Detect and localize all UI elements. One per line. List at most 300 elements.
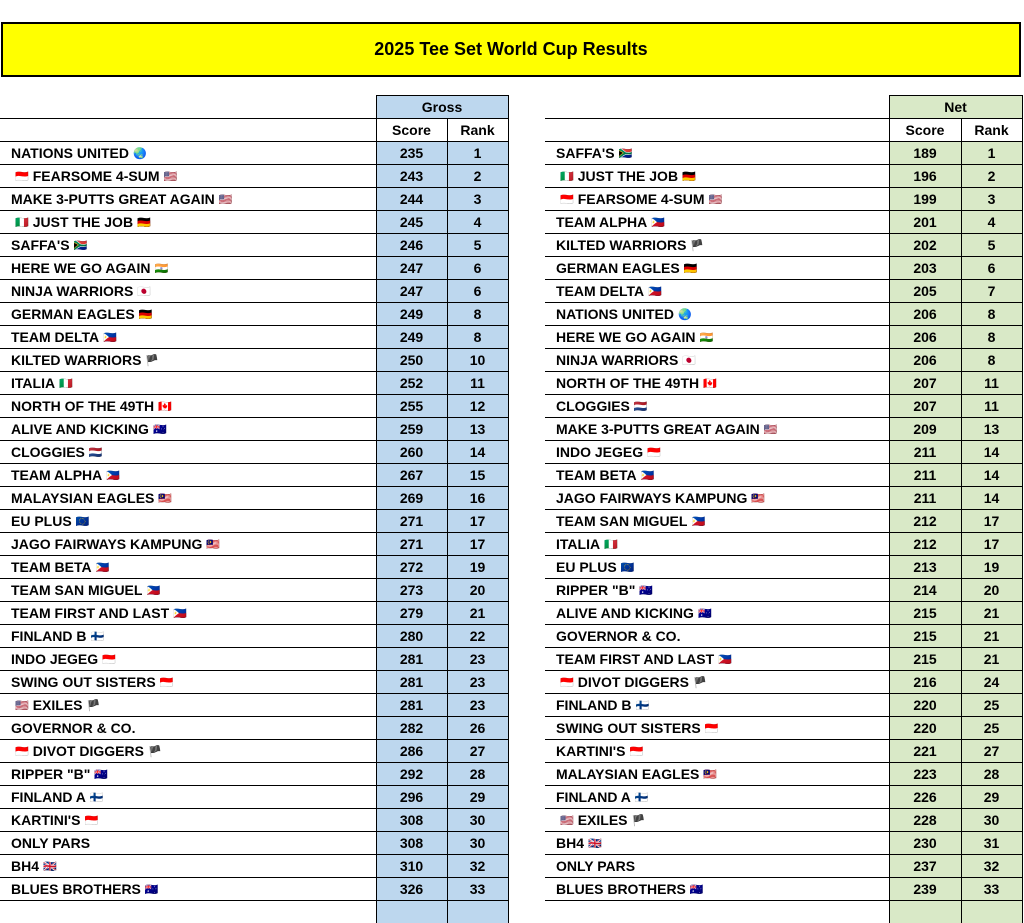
score-cell: 212 (889, 510, 961, 533)
table-row (0, 602, 508, 625)
score-cell: 205 (889, 280, 961, 303)
rank-cell: 31 (961, 832, 1022, 855)
team-name: TEAM ALPHA (556, 214, 647, 230)
table-row (545, 740, 1022, 763)
team-cell (0, 441, 376, 464)
flag-icon: 🌏 (678, 305, 692, 325)
table-row (0, 786, 508, 809)
score-cell: 247 (376, 257, 447, 280)
rank-cell: 13 (447, 418, 508, 441)
rank-cell: 20 (447, 579, 508, 602)
table-row (545, 832, 1022, 855)
team-cell (545, 165, 889, 188)
rank-cell: 29 (961, 786, 1022, 809)
table-row (545, 694, 1022, 717)
table-row (0, 234, 508, 257)
flag-icon: 🇵🇭 (648, 282, 662, 302)
blank-cell (961, 901, 1022, 923)
team-name: NORTH OF THE 49TH (11, 398, 154, 414)
team-name: ALIVE AND KICKING (556, 605, 694, 621)
table-row (545, 786, 1022, 809)
flag-icon: 🇮🇩 (15, 167, 29, 187)
team-cell (545, 234, 889, 257)
rank-cell: 20 (961, 579, 1022, 602)
flag-icon: 🏴 (693, 673, 707, 693)
table-row (545, 487, 1022, 510)
team-name: KILTED WARRIORS (11, 352, 141, 368)
net-results-table (545, 95, 1023, 923)
table-row (0, 510, 508, 533)
score-cell: 286 (376, 740, 447, 763)
team-cell (0, 740, 376, 763)
score-cell: 281 (376, 671, 447, 694)
flag-icon: 🇮🇩 (15, 742, 29, 762)
table-row (0, 188, 508, 211)
score-cell: 212 (889, 533, 961, 556)
score-cell: 292 (376, 763, 447, 786)
table-row (545, 395, 1022, 418)
table-row (545, 809, 1022, 832)
team-cell (545, 303, 889, 326)
team-name: GERMAN EAGLES (11, 306, 135, 322)
rank-cell: 25 (961, 694, 1022, 717)
team-name: KILTED WARRIORS (556, 237, 686, 253)
team-name: EU PLUS (556, 559, 617, 575)
table-row (545, 625, 1022, 648)
rank-cell: 23 (447, 648, 508, 671)
score-cell: 211 (889, 464, 961, 487)
flag-icon: 🇫🇮 (635, 696, 649, 716)
flag-icon: 🇦🇺 (639, 581, 653, 601)
flag-icon: 🇺🇸 (219, 190, 233, 210)
team-name: KARTINI'S (11, 812, 80, 828)
flag-icon: 🇵🇭 (718, 650, 732, 670)
rank-cell: 7 (961, 280, 1022, 303)
team-name: NINJA WARRIORS (556, 352, 678, 368)
table-row (0, 441, 508, 464)
score-cell: 214 (889, 579, 961, 602)
team-cell (0, 809, 376, 832)
team-cell (545, 533, 889, 556)
table-row (545, 211, 1022, 234)
score-cell: 326 (376, 878, 447, 901)
rank-cell: 11 (447, 372, 508, 395)
flag-icon: 🇫🇮 (635, 788, 649, 808)
table-row (545, 855, 1022, 878)
gross-score-header: Score (376, 119, 447, 142)
table-row (545, 165, 1022, 188)
score-cell: 189 (889, 142, 961, 165)
flag-icon: 🌏 (133, 144, 147, 164)
team-name: INDO JEGEG (11, 651, 98, 667)
team-name: HERE WE GO AGAIN (11, 260, 151, 276)
table-row (0, 648, 508, 671)
table-row (545, 418, 1022, 441)
gross-header: Gross (376, 96, 508, 119)
flag-icon: 🏴 (690, 236, 704, 256)
team-cell (0, 579, 376, 602)
team-cell (545, 579, 889, 602)
flag-icon: 🇬🇧 (43, 857, 57, 877)
team-cell (545, 763, 889, 786)
flag-icon: 🇵🇭 (651, 213, 665, 233)
table-row (0, 740, 508, 763)
net-score-header: Score (889, 119, 961, 142)
team-cell (0, 671, 376, 694)
results-title-banner (1, 22, 1021, 77)
rank-cell: 28 (447, 763, 508, 786)
rank-cell: 6 (447, 257, 508, 280)
score-cell: 271 (376, 510, 447, 533)
rank-cell: 6 (961, 257, 1022, 280)
team-cell (0, 142, 376, 165)
rank-cell: 19 (447, 556, 508, 579)
score-cell: 201 (889, 211, 961, 234)
flag-icon: 🏴 (145, 351, 159, 371)
score-cell: 273 (376, 579, 447, 602)
team-name: JUST THE JOB (33, 214, 133, 230)
rank-cell: 30 (447, 832, 508, 855)
flag-icon: 🇬🇧 (588, 834, 602, 854)
rank-cell: 29 (447, 786, 508, 809)
flag-icon: 🇦🇺 (153, 420, 167, 440)
table-row (0, 832, 508, 855)
score-cell: 281 (376, 694, 447, 717)
table-row (545, 717, 1022, 740)
net-header-row (545, 96, 1022, 119)
table-row (0, 878, 508, 901)
team-name: FINLAND A (11, 789, 86, 805)
team-name: FINLAND B (556, 697, 631, 713)
team-cell (0, 418, 376, 441)
score-cell: 221 (889, 740, 961, 763)
page-title: 2025 Tee Set World Cup Results (374, 39, 647, 60)
flag-icon: 🇲🇾 (751, 489, 765, 509)
team-name: NORTH OF THE 49TH (556, 375, 699, 391)
team-name: INDO JEGEG (556, 444, 643, 460)
rank-cell: 8 (447, 326, 508, 349)
table-row (0, 372, 508, 395)
team-name: ONLY PARS (556, 858, 635, 874)
gross-header-row (0, 96, 508, 119)
team-name: BLUES BROTHERS (11, 881, 141, 897)
team-name: MAKE 3-PUTTS GREAT AGAIN (556, 421, 760, 437)
rank-cell: 26 (447, 717, 508, 740)
team-name: NATIONS UNITED (11, 145, 129, 161)
team-cell (545, 211, 889, 234)
team-name: FEARSOME 4-SUM (33, 168, 160, 184)
rank-cell: 28 (961, 763, 1022, 786)
score-cell: 259 (376, 418, 447, 441)
team-name: NINJA WARRIORS (11, 283, 133, 299)
team-cell (0, 487, 376, 510)
net-rank-header: Rank (961, 119, 1022, 142)
score-cell: 310 (376, 855, 447, 878)
flag-icon: 🇵🇭 (96, 558, 110, 578)
flag-icon: 🇳🇱 (89, 443, 103, 463)
flag-icon: 🇲🇾 (703, 765, 717, 785)
flag-icon: 🇮🇹 (560, 167, 574, 187)
score-cell: 199 (889, 188, 961, 211)
rank-cell: 4 (447, 211, 508, 234)
flag-icon: 🇳🇱 (634, 397, 648, 417)
flag-icon: 🇩🇪 (139, 305, 153, 325)
team-cell (545, 280, 889, 303)
flag-icon: 🇮🇹 (15, 213, 29, 233)
table-row (545, 142, 1022, 165)
flag-icon: 🇲🇾 (206, 535, 220, 555)
rank-cell: 32 (961, 855, 1022, 878)
flag-icon: 🇵🇭 (106, 466, 120, 486)
rank-cell: 22 (447, 625, 508, 648)
flag-icon: 🇪🇺 (621, 558, 635, 578)
table-row (545, 257, 1022, 280)
team-name: BH4 (556, 835, 584, 851)
rank-cell: 5 (961, 234, 1022, 257)
team-name: MALAYSIAN EAGLES (11, 490, 154, 506)
team-cell (0, 786, 376, 809)
team-name: FINLAND B (11, 628, 86, 644)
team-cell (0, 234, 376, 257)
team-name: GOVERNOR & CO. (11, 720, 135, 736)
flag-icon: 🇩🇪 (682, 167, 696, 187)
team-name: GERMAN EAGLES (556, 260, 680, 276)
flag-icon: 🇮🇩 (84, 811, 98, 831)
rank-cell: 6 (447, 280, 508, 303)
table-row (545, 372, 1022, 395)
team-name: TEAM SAN MIGUEL (11, 582, 142, 598)
team-cell (0, 211, 376, 234)
score-cell: 282 (376, 717, 447, 740)
rank-cell: 33 (961, 878, 1022, 901)
score-cell: 267 (376, 464, 447, 487)
gross-results-table (0, 95, 509, 923)
team-name: GOVERNOR & CO. (556, 628, 680, 644)
table-row (0, 556, 508, 579)
blank-cell (0, 901, 376, 923)
flag-icon: 🇨🇦 (703, 374, 717, 394)
score-cell: 296 (376, 786, 447, 809)
rank-cell: 17 (961, 510, 1022, 533)
flag-icon: 🏴 (148, 742, 162, 762)
flag-icon: 🇮🇩 (629, 742, 643, 762)
team-cell (0, 533, 376, 556)
flag-icon: 🇦🇺 (145, 880, 159, 900)
team-name: SAFFA'S (11, 237, 70, 253)
team-name: RIPPER "B" (11, 766, 90, 782)
team-cell (0, 763, 376, 786)
team-name: TEAM ALPHA (11, 467, 102, 483)
score-cell: 280 (376, 625, 447, 648)
team-cell (545, 717, 889, 740)
score-cell: 223 (889, 763, 961, 786)
rank-cell: 27 (961, 740, 1022, 763)
score-cell: 250 (376, 349, 447, 372)
table-row (545, 303, 1022, 326)
table-row (545, 763, 1022, 786)
team-cell (0, 625, 376, 648)
flag-icon: 🇿🇦 (74, 236, 88, 256)
blank-cell (447, 901, 508, 923)
team-name: ITALIA (556, 536, 600, 552)
score-cell: 247 (376, 280, 447, 303)
table-row (0, 303, 508, 326)
score-cell: 213 (889, 556, 961, 579)
table-row (0, 165, 508, 188)
rank-cell: 5 (447, 234, 508, 257)
flag-icon: 🇵🇭 (173, 604, 187, 624)
team-cell (0, 602, 376, 625)
flag-icon: 🇮🇩 (160, 673, 174, 693)
score-cell: 252 (376, 372, 447, 395)
flag-icon: 🇵🇭 (103, 328, 117, 348)
team-name: KARTINI'S (556, 743, 625, 759)
team-cell (0, 303, 376, 326)
rank-cell: 33 (447, 878, 508, 901)
net-header: Net (889, 96, 1022, 119)
score-cell: 235 (376, 142, 447, 165)
blank-cell (376, 901, 447, 923)
team-name: DIVOT DIGGERS (33, 743, 144, 759)
blank-cell (545, 901, 889, 923)
flag-icon: 🇵🇭 (641, 466, 655, 486)
table-row (0, 464, 508, 487)
table-row (545, 188, 1022, 211)
team-cell (0, 326, 376, 349)
team-cell (545, 395, 889, 418)
rank-cell: 11 (961, 395, 1022, 418)
team-cell (545, 487, 889, 510)
net-table-body (545, 142, 1022, 923)
rank-cell: 15 (447, 464, 508, 487)
team-cell (0, 717, 376, 740)
flag-icon: 🇮🇩 (705, 719, 719, 739)
team-cell (0, 510, 376, 533)
rank-cell: 17 (447, 533, 508, 556)
flag-icon: 🇺🇸 (15, 696, 29, 716)
team-name: EU PLUS (11, 513, 72, 529)
score-cell: 269 (376, 487, 447, 510)
team-cell (0, 395, 376, 418)
score-cell: 246 (376, 234, 447, 257)
team-name: EXILES (33, 697, 83, 713)
flag-icon: 🇵🇭 (691, 512, 705, 532)
rank-cell: 2 (447, 165, 508, 188)
table-row (0, 533, 508, 556)
score-cell: 308 (376, 809, 447, 832)
team-cell (545, 809, 889, 832)
rank-cell: 19 (961, 556, 1022, 579)
rank-cell: 10 (447, 349, 508, 372)
score-cell: 260 (376, 441, 447, 464)
flag-icon: 🇪🇺 (76, 512, 90, 532)
team-name: TEAM SAN MIGUEL (556, 513, 687, 529)
team-cell (0, 694, 376, 717)
score-cell: 209 (889, 418, 961, 441)
team-cell (545, 372, 889, 395)
flag-icon: 🇫🇮 (90, 627, 104, 647)
flag-icon: 🇩🇪 (684, 259, 698, 279)
table-row (545, 234, 1022, 257)
team-cell (0, 257, 376, 280)
rank-cell: 14 (961, 487, 1022, 510)
team-name: ITALIA (11, 375, 55, 391)
team-cell (545, 648, 889, 671)
rank-cell: 21 (961, 602, 1022, 625)
rank-cell: 13 (961, 418, 1022, 441)
table-row (545, 349, 1022, 372)
rank-cell: 21 (961, 625, 1022, 648)
team-cell (545, 625, 889, 648)
team-cell (545, 142, 889, 165)
flag-icon: 🇦🇺 (690, 880, 704, 900)
rank-cell: 11 (961, 372, 1022, 395)
table-row (545, 878, 1022, 901)
rank-cell: 32 (447, 855, 508, 878)
score-cell: 281 (376, 648, 447, 671)
table-row (0, 625, 508, 648)
score-cell: 211 (889, 441, 961, 464)
table-row (545, 671, 1022, 694)
score-cell: 230 (889, 832, 961, 855)
score-cell: 243 (376, 165, 447, 188)
team-cell (545, 694, 889, 717)
team-cell (0, 648, 376, 671)
rank-cell: 17 (961, 533, 1022, 556)
team-cell (0, 832, 376, 855)
score-cell: 207 (889, 372, 961, 395)
table-row (0, 671, 508, 694)
team-cell (545, 855, 889, 878)
score-cell: 215 (889, 625, 961, 648)
flag-icon: 🇯🇵 (137, 282, 151, 302)
table-row (0, 855, 508, 878)
team-name: ALIVE AND KICKING (11, 421, 149, 437)
team-cell (545, 349, 889, 372)
rank-cell: 1 (447, 142, 508, 165)
team-name: FINLAND A (556, 789, 631, 805)
flag-icon: 🇫🇮 (90, 788, 104, 808)
score-cell: 272 (376, 556, 447, 579)
score-cell: 202 (889, 234, 961, 257)
score-cell: 271 (376, 533, 447, 556)
score-cell: 196 (889, 165, 961, 188)
team-name: SWING OUT SISTERS (556, 720, 701, 736)
gross-subheader-row (0, 119, 508, 142)
flag-icon: 🇮🇹 (604, 535, 618, 555)
table-row (0, 280, 508, 303)
team-cell (545, 602, 889, 625)
score-cell: 245 (376, 211, 447, 234)
rank-cell: 2 (961, 165, 1022, 188)
team-cell (545, 671, 889, 694)
table-row (545, 510, 1022, 533)
flag-icon: 🇮🇩 (560, 190, 574, 210)
flag-icon: 🇮🇳 (700, 328, 714, 348)
rank-cell: 4 (961, 211, 1022, 234)
flag-icon: 🇦🇺 (94, 765, 108, 785)
flag-icon: 🇺🇸 (164, 167, 178, 187)
team-cell (545, 188, 889, 211)
team-name: CLOGGIES (11, 444, 85, 460)
table-row (0, 694, 508, 717)
team-name: TEAM BETA (11, 559, 92, 575)
team-cell (545, 441, 889, 464)
flag-icon: 🏴 (87, 696, 101, 716)
flag-icon: 🇵🇭 (146, 581, 160, 601)
rank-cell: 14 (447, 441, 508, 464)
table-row (0, 395, 508, 418)
